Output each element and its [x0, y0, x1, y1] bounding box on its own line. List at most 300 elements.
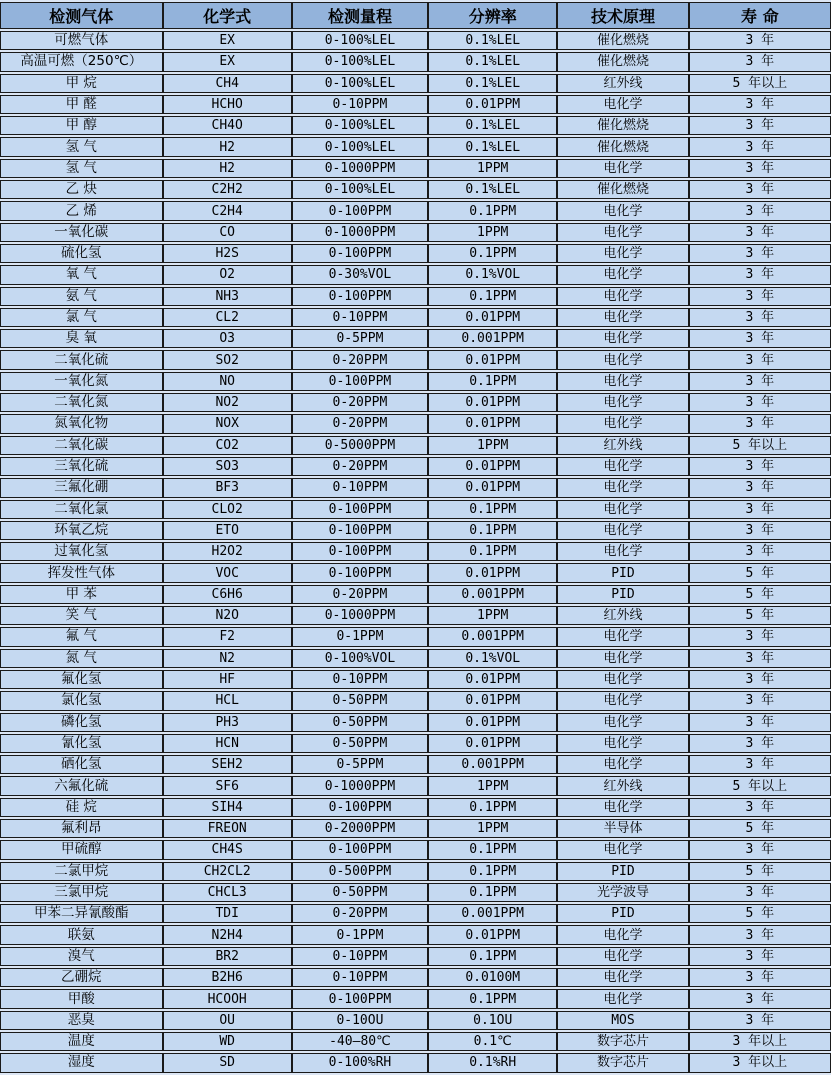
principle-cell: 电化学: [557, 223, 688, 242]
formula-cell: SD: [163, 1053, 292, 1072]
lifespan-cell: 3 年: [689, 95, 831, 114]
principle-cell: 催化燃烧: [557, 31, 688, 50]
table-row: [0, 478, 831, 497]
range-cell: 0-1000PPM: [292, 159, 428, 178]
principle-cell: 电化学: [557, 95, 688, 114]
resolution-cell: 0.01PPM: [428, 95, 557, 114]
table-row: [0, 563, 831, 582]
principle-cell: PID: [557, 904, 688, 923]
principle-cell: 催化燃烧: [557, 137, 688, 156]
gas-name-cell: 二氧化氮: [0, 393, 163, 412]
table-row: [0, 95, 831, 114]
range-cell: 0-100PPM: [292, 989, 428, 1008]
table-row: [0, 798, 831, 817]
formula-cell: WD: [163, 1032, 292, 1051]
principle-cell: PID: [557, 585, 688, 604]
lifespan-cell: 3 年: [689, 755, 831, 774]
principle-cell: 光学波导: [557, 883, 688, 902]
principle-cell: 电化学: [557, 287, 688, 306]
principle-cell: 电化学: [557, 755, 688, 774]
principle-cell: 电化学: [557, 201, 688, 220]
resolution-cell: 0.0100M: [428, 968, 557, 987]
range-cell: 0-100PPM: [292, 372, 428, 391]
table-row: [0, 1053, 831, 1072]
resolution-cell: 0.1%LEL: [428, 52, 557, 71]
principle-cell: 红外线: [557, 776, 688, 795]
gas-name-cell: 溴气: [0, 947, 163, 966]
column-header-principle: 技术原理: [557, 2, 688, 29]
gas-name-cell: 三氧化硫: [0, 457, 163, 476]
table-row: [0, 74, 831, 93]
range-cell: 0-20PPM: [292, 350, 428, 369]
lifespan-cell: 3 年: [689, 201, 831, 220]
table-row: [0, 159, 831, 178]
formula-cell: SIH4: [163, 798, 292, 817]
resolution-cell: 1PPM: [428, 819, 557, 838]
lifespan-cell: 3 年: [689, 798, 831, 817]
principle-cell: 数字芯片: [557, 1032, 688, 1051]
gas-name-cell: 恶臭: [0, 1011, 163, 1030]
range-cell: 0-100%LEL: [292, 52, 428, 71]
table-row: [0, 606, 831, 625]
range-cell: 0-100%RH: [292, 1053, 428, 1072]
principle-cell: PID: [557, 862, 688, 881]
gas-name-cell: 二氯甲烷: [0, 862, 163, 881]
resolution-cell: 0.1PPM: [428, 862, 557, 881]
lifespan-cell: 5 年以上: [689, 776, 831, 795]
principle-cell: 电化学: [557, 691, 688, 710]
formula-cell: ETO: [163, 521, 292, 540]
resolution-cell: 0.1PPM: [428, 372, 557, 391]
gas-name-cell: 甲苯二异氰酸酯: [0, 904, 163, 923]
gas-name-cell: 三氯甲烷: [0, 883, 163, 902]
gas-name-cell: 二氧化碳: [0, 436, 163, 455]
formula-cell: OU: [163, 1011, 292, 1030]
resolution-cell: 0.01PPM: [428, 308, 557, 327]
resolution-cell: 0.01PPM: [428, 457, 557, 476]
table-row: [0, 265, 831, 284]
formula-cell: CH2CL2: [163, 862, 292, 881]
gas-name-cell: 氯化氢: [0, 691, 163, 710]
formula-cell: N2O: [163, 606, 292, 625]
range-cell: 0-100%LEL: [292, 116, 428, 135]
table-row: [0, 989, 831, 1008]
formula-cell: C6H6: [163, 585, 292, 604]
lifespan-cell: 3 年: [689, 925, 831, 944]
range-cell: 0-10PPM: [292, 478, 428, 497]
gas-name-cell: 硅 烷: [0, 798, 163, 817]
formula-cell: HF: [163, 670, 292, 689]
lifespan-cell: 3 年以上: [689, 1053, 831, 1072]
lifespan-cell: 5 年: [689, 563, 831, 582]
gas-name-cell: 甲 醇: [0, 116, 163, 135]
table-row: [0, 329, 831, 348]
range-cell: 0-20PPM: [292, 904, 428, 923]
principle-cell: 电化学: [557, 329, 688, 348]
range-cell: 0-20PPM: [292, 457, 428, 476]
resolution-cell: 0.001PPM: [428, 755, 557, 774]
table-row: [0, 137, 831, 156]
range-cell: 0-500PPM: [292, 862, 428, 881]
table-row: [0, 542, 831, 561]
lifespan-cell: 3 年: [689, 223, 831, 242]
range-cell: 0-1PPM: [292, 925, 428, 944]
gas-name-cell: 氢 气: [0, 137, 163, 156]
formula-cell: HCOOH: [163, 989, 292, 1008]
resolution-cell: 0.1PPM: [428, 947, 557, 966]
gas-name-cell: 硒化氢: [0, 755, 163, 774]
range-cell: 0-2000PPM: [292, 819, 428, 838]
lifespan-cell: 3 年: [689, 968, 831, 987]
lifespan-cell: 3 年: [689, 947, 831, 966]
lifespan-cell: 3 年: [689, 265, 831, 284]
gas-name-cell: 磷化氢: [0, 713, 163, 732]
table-row: [0, 1032, 831, 1051]
lifespan-cell: 5 年: [689, 606, 831, 625]
range-cell: 0-100PPM: [292, 201, 428, 220]
range-cell: 0-50PPM: [292, 734, 428, 753]
range-cell: -40—80℃: [292, 1032, 428, 1051]
gas-name-cell: 环氧乙烷: [0, 521, 163, 540]
principle-cell: 数字芯片: [557, 1053, 688, 1072]
principle-cell: 电化学: [557, 798, 688, 817]
lifespan-cell: 3 年: [689, 180, 831, 199]
lifespan-cell: 3 年: [689, 521, 831, 540]
gas-name-cell: 氮 气: [0, 649, 163, 668]
formula-cell: SO3: [163, 457, 292, 476]
lifespan-cell: 5 年: [689, 819, 831, 838]
gas-name-cell: 氮氧化物: [0, 414, 163, 433]
resolution-cell: 0.1PPM: [428, 798, 557, 817]
resolution-cell: 1PPM: [428, 159, 557, 178]
range-cell: 0-10PPM: [292, 670, 428, 689]
formula-cell: N2: [163, 649, 292, 668]
resolution-cell: 0.1℃: [428, 1032, 557, 1051]
range-cell: 0-1000PPM: [292, 776, 428, 795]
table-row: [0, 947, 831, 966]
table-row: [0, 585, 831, 604]
table-row: [0, 925, 831, 944]
table-row: [0, 734, 831, 753]
resolution-cell: 0.01PPM: [428, 925, 557, 944]
principle-cell: 电化学: [557, 542, 688, 561]
range-cell: 0-100%LEL: [292, 180, 428, 199]
formula-cell: BR2: [163, 947, 292, 966]
principle-cell: PID: [557, 563, 688, 582]
formula-cell: PH3: [163, 713, 292, 732]
lifespan-cell: 5 年以上: [689, 74, 831, 93]
resolution-cell: 0.1PPM: [428, 500, 557, 519]
formula-cell: CHCL3: [163, 883, 292, 902]
table-row: [0, 968, 831, 987]
table-row: [0, 223, 831, 242]
resolution-cell: 0.001PPM: [428, 329, 557, 348]
lifespan-cell: 3 年: [689, 840, 831, 859]
gas-name-cell: 甲硫醇: [0, 840, 163, 859]
resolution-cell: 0.01PPM: [428, 713, 557, 732]
resolution-cell: 0.01PPM: [428, 734, 557, 753]
principle-cell: 红外线: [557, 436, 688, 455]
range-cell: 0-100PPM: [292, 798, 428, 817]
resolution-cell: 0.01PPM: [428, 350, 557, 369]
table-row: [0, 308, 831, 327]
resolution-cell: 0.1PPM: [428, 244, 557, 263]
table-row: [0, 649, 831, 668]
formula-cell: SEH2: [163, 755, 292, 774]
formula-cell: H2: [163, 159, 292, 178]
resolution-cell: 0.001PPM: [428, 627, 557, 646]
principle-cell: 电化学: [557, 372, 688, 391]
table-body: [0, 31, 831, 1073]
resolution-cell: 0.1%LEL: [428, 137, 557, 156]
gas-name-cell: 甲 烷: [0, 74, 163, 93]
lifespan-cell: 3 年: [689, 414, 831, 433]
table-row: [0, 414, 831, 433]
lifespan-cell: 3 年: [689, 137, 831, 156]
lifespan-cell: 3 年: [689, 478, 831, 497]
resolution-cell: 0.1%LEL: [428, 116, 557, 135]
range-cell: 0-10OU: [292, 1011, 428, 1030]
resolution-cell: 1PPM: [428, 776, 557, 795]
resolution-cell: 0.001PPM: [428, 904, 557, 923]
table-row: [0, 755, 831, 774]
range-cell: 0-10PPM: [292, 95, 428, 114]
formula-cell: EX: [163, 31, 292, 50]
table-row: [0, 883, 831, 902]
table-row: [0, 393, 831, 412]
gas-name-cell: 氟利昂: [0, 819, 163, 838]
range-cell: 0-1000PPM: [292, 606, 428, 625]
table-row: [0, 31, 831, 50]
formula-cell: C2H4: [163, 201, 292, 220]
table-row: [0, 52, 831, 71]
table-row: [0, 201, 831, 220]
resolution-cell: 0.1%LEL: [428, 74, 557, 93]
formula-cell: O2: [163, 265, 292, 284]
principle-cell: 电化学: [557, 713, 688, 732]
principle-cell: 电化学: [557, 265, 688, 284]
resolution-cell: 0.01PPM: [428, 691, 557, 710]
formula-cell: NOX: [163, 414, 292, 433]
range-cell: 0-20PPM: [292, 393, 428, 412]
gas-name-cell: 二氧化氯: [0, 500, 163, 519]
gas-name-cell: 氧 气: [0, 265, 163, 284]
lifespan-cell: 3 年: [689, 31, 831, 50]
gas-name-cell: 乙 炔: [0, 180, 163, 199]
formula-cell: CLO2: [163, 500, 292, 519]
resolution-cell: 0.01PPM: [428, 563, 557, 582]
principle-cell: 红外线: [557, 606, 688, 625]
range-cell: 0-5PPM: [292, 329, 428, 348]
resolution-cell: 0.1%RH: [428, 1053, 557, 1072]
table-row: [0, 500, 831, 519]
gas-name-cell: 氢 气: [0, 159, 163, 178]
range-cell: 0-100PPM: [292, 521, 428, 540]
gas-name-cell: 氯 气: [0, 308, 163, 327]
formula-cell: CO2: [163, 436, 292, 455]
table-row: [0, 819, 831, 838]
lifespan-cell: 5 年以上: [689, 436, 831, 455]
range-cell: 0-100%LEL: [292, 31, 428, 50]
range-cell: 0-20PPM: [292, 414, 428, 433]
formula-cell: H2O2: [163, 542, 292, 561]
lifespan-cell: 3 年: [689, 649, 831, 668]
resolution-cell: 1PPM: [428, 223, 557, 242]
table-row: [0, 627, 831, 646]
gas-name-cell: 臭 氧: [0, 329, 163, 348]
lifespan-cell: 3 年: [689, 52, 831, 71]
gas-name-cell: 可燃气体: [0, 31, 163, 50]
resolution-cell: 1PPM: [428, 436, 557, 455]
resolution-cell: 1PPM: [428, 606, 557, 625]
formula-cell: FREON: [163, 819, 292, 838]
gas-name-cell: 氨 气: [0, 287, 163, 306]
principle-cell: 电化学: [557, 670, 688, 689]
resolution-cell: 0.1PPM: [428, 840, 557, 859]
lifespan-cell: 3 年: [689, 116, 831, 135]
range-cell: 0-50PPM: [292, 883, 428, 902]
table-row: [0, 904, 831, 923]
range-cell: 0-5000PPM: [292, 436, 428, 455]
formula-cell: CH4O: [163, 116, 292, 135]
lifespan-cell: 3 年: [689, 457, 831, 476]
formula-cell: NO2: [163, 393, 292, 412]
table-row: [0, 436, 831, 455]
range-cell: 0-10PPM: [292, 947, 428, 966]
lifespan-cell: 3 年: [689, 734, 831, 753]
gas-name-cell: 高温可燃（250℃）: [0, 52, 163, 71]
formula-cell: BF3: [163, 478, 292, 497]
gas-name-cell: 挥发性气体: [0, 563, 163, 582]
formula-cell: N2H4: [163, 925, 292, 944]
principle-cell: 电化学: [557, 457, 688, 476]
range-cell: 0-10PPM: [292, 308, 428, 327]
principle-cell: 电化学: [557, 159, 688, 178]
range-cell: 0-100PPM: [292, 542, 428, 561]
resolution-cell: 0.1%VOL: [428, 265, 557, 284]
gas-name-cell: 甲 苯: [0, 585, 163, 604]
table-row: [0, 1011, 831, 1030]
formula-cell: SF6: [163, 776, 292, 795]
lifespan-cell: 3 年: [689, 244, 831, 263]
gas-name-cell: 硫化氢: [0, 244, 163, 263]
table-row: [0, 776, 831, 795]
lifespan-cell: 3 年: [689, 500, 831, 519]
principle-cell: 电化学: [557, 500, 688, 519]
formula-cell: B2H6: [163, 968, 292, 987]
column-header-lifespan: 寿 命: [689, 2, 831, 29]
resolution-cell: 0.01PPM: [428, 670, 557, 689]
resolution-cell: 0.01PPM: [428, 414, 557, 433]
formula-cell: HCN: [163, 734, 292, 753]
range-cell: 0-100PPM: [292, 563, 428, 582]
range-cell: 0-50PPM: [292, 691, 428, 710]
resolution-cell: 0.1PPM: [428, 521, 557, 540]
gas-name-cell: 乙硼烷: [0, 968, 163, 987]
lifespan-cell: 3 年: [689, 691, 831, 710]
gas-name-cell: 乙 烯: [0, 201, 163, 220]
lifespan-cell: 3 年: [689, 883, 831, 902]
gas-name-cell: 甲 醛: [0, 95, 163, 114]
lifespan-cell: 3 年: [689, 627, 831, 646]
formula-cell: HCHO: [163, 95, 292, 114]
range-cell: 0-10PPM: [292, 968, 428, 987]
resolution-cell: 0.1PPM: [428, 287, 557, 306]
resolution-cell: 0.1PPM: [428, 989, 557, 1008]
formula-cell: CL2: [163, 308, 292, 327]
range-cell: 0-100%LEL: [292, 137, 428, 156]
range-cell: 0-100PPM: [292, 840, 428, 859]
principle-cell: 电化学: [557, 308, 688, 327]
formula-cell: CH4S: [163, 840, 292, 859]
principle-cell: 电化学: [557, 925, 688, 944]
range-cell: 0-100PPM: [292, 500, 428, 519]
gas-name-cell: 氟 气: [0, 627, 163, 646]
lifespan-cell: 3 年: [689, 670, 831, 689]
lifespan-cell: 5 年: [689, 585, 831, 604]
table-row: [0, 244, 831, 263]
principle-cell: 催化燃烧: [557, 180, 688, 199]
gas-name-cell: 氟化氢: [0, 670, 163, 689]
formula-cell: H2S: [163, 244, 292, 263]
table-row: [0, 287, 831, 306]
gas-name-cell: 过氧化氢: [0, 542, 163, 561]
table-row: [0, 180, 831, 199]
formula-cell: HCL: [163, 691, 292, 710]
gas-name-cell: 三氟化硼: [0, 478, 163, 497]
table-row: [0, 521, 831, 540]
principle-cell: 电化学: [557, 968, 688, 987]
gas-name-cell: 一氧化氮: [0, 372, 163, 391]
principle-cell: 电化学: [557, 478, 688, 497]
resolution-cell: 0.01PPM: [428, 478, 557, 497]
principle-cell: 电化学: [557, 627, 688, 646]
lifespan-cell: 3 年以上: [689, 1032, 831, 1051]
range-cell: 0-50PPM: [292, 713, 428, 732]
formula-cell: CH4: [163, 74, 292, 93]
resolution-cell: 0.01PPM: [428, 393, 557, 412]
formula-cell: VOC: [163, 563, 292, 582]
formula-cell: NO: [163, 372, 292, 391]
principle-cell: 电化学: [557, 244, 688, 263]
principle-cell: 催化燃烧: [557, 52, 688, 71]
range-cell: 0-100%VOL: [292, 649, 428, 668]
principle-cell: 电化学: [557, 840, 688, 859]
lifespan-cell: 3 年: [689, 159, 831, 178]
range-cell: 0-100PPM: [292, 244, 428, 263]
range-cell: 0-1000PPM: [292, 223, 428, 242]
formula-cell: H2: [163, 137, 292, 156]
gas-name-cell: 笑 气: [0, 606, 163, 625]
table-row: [0, 350, 831, 369]
lifespan-cell: 3 年: [689, 308, 831, 327]
formula-cell: SO2: [163, 350, 292, 369]
principle-cell: 电化学: [557, 734, 688, 753]
gas-name-cell: 联氨: [0, 925, 163, 944]
formula-cell: C2H2: [163, 180, 292, 199]
table-row: [0, 862, 831, 881]
gas-name-cell: 六氟化硫: [0, 776, 163, 795]
formula-cell: TDI: [163, 904, 292, 923]
range-cell: 0-100PPM: [292, 287, 428, 306]
column-header-gas: 检测气体: [0, 2, 163, 29]
principle-cell: 电化学: [557, 947, 688, 966]
lifespan-cell: 3 年: [689, 542, 831, 561]
gas-name-cell: 氰化氢: [0, 734, 163, 753]
column-header-range: 检测量程: [292, 2, 428, 29]
column-header-formula: 化学式: [163, 2, 292, 29]
table-row: [0, 840, 831, 859]
